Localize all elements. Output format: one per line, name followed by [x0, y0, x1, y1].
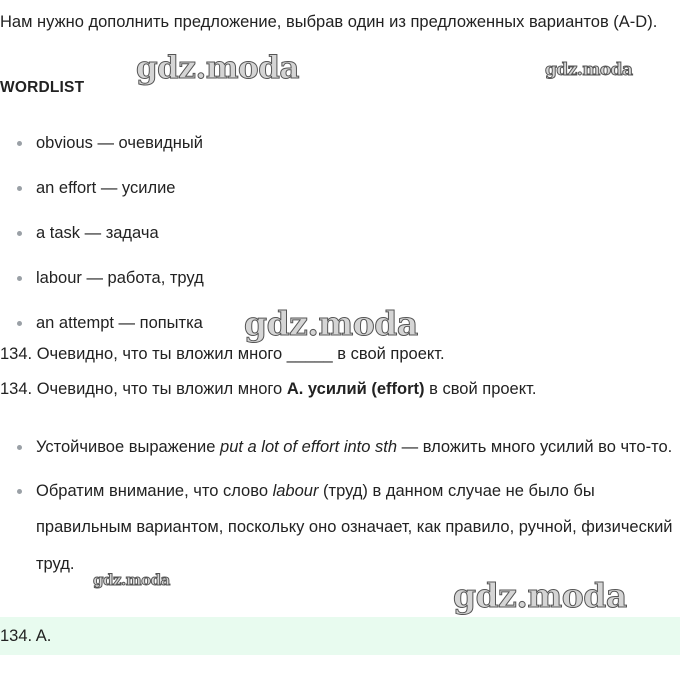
explanation-phrase: labour: [272, 481, 319, 500]
explanation-text: Устойчивое выражение: [36, 438, 221, 456]
wordlist-heading: WORDLIST: [0, 79, 85, 96]
question-text: 134. Очевидно, что ты вложил много _____ в свой проект.: [0, 345, 445, 363]
explanation-phrase: put a lot of effort into sth: [220, 438, 398, 456]
answer-sentence: [0, 380, 536, 399]
watermark-logo: gdz.moda: [453, 576, 627, 615]
wordlist: [0, 127, 680, 352]
explanation-item: [0, 429, 678, 466]
answer-choice-paren: ): [419, 380, 425, 398]
explanation-text: (труд) в данном случае не было бы правильным вариантом, поскольку оно означает, как правило, ручной, физический труд.: [36, 481, 673, 573]
task-intro: Нам нужно дополнить предложение, выбрав один из предложенных вариантов (A-D).: [0, 13, 658, 31]
answer-choice-word: A. усилий (: [286, 380, 377, 398]
watermark-logo: gdz.moda: [244, 304, 418, 343]
watermark-logo: gdz.moda: [93, 571, 170, 589]
wordlist-item: an effort — усилие: [0, 172, 680, 217]
answer-sentence-end: в свой проект.: [424, 380, 537, 398]
explanation-text: — вложить много усилий во что-то.: [397, 438, 673, 456]
explanation-list: [0, 429, 678, 589]
watermark-logo: gdz.moda: [545, 60, 633, 80]
wordlist-item: a task — задача: [0, 217, 680, 262]
answer-sentence-start: 134. Очевидно, что ты вложил много: [0, 380, 287, 398]
explanation-item: [0, 473, 678, 583]
wordlist-item: labour — работа, труд: [0, 262, 680, 307]
wordlist-item: an attempt — попытка: [0, 307, 680, 352]
final-answer: 134. A.: [0, 627, 52, 645]
answer-choice-english: effort: [376, 380, 420, 398]
final-answer-box: [0, 617, 680, 655]
answer-choice: [287, 380, 425, 398]
explanation-text: Обратим внимание, что слово: [36, 481, 273, 500]
watermark-logo: gdz.moda: [136, 50, 299, 86]
wordlist-item: obvious — очевидный: [0, 127, 680, 172]
